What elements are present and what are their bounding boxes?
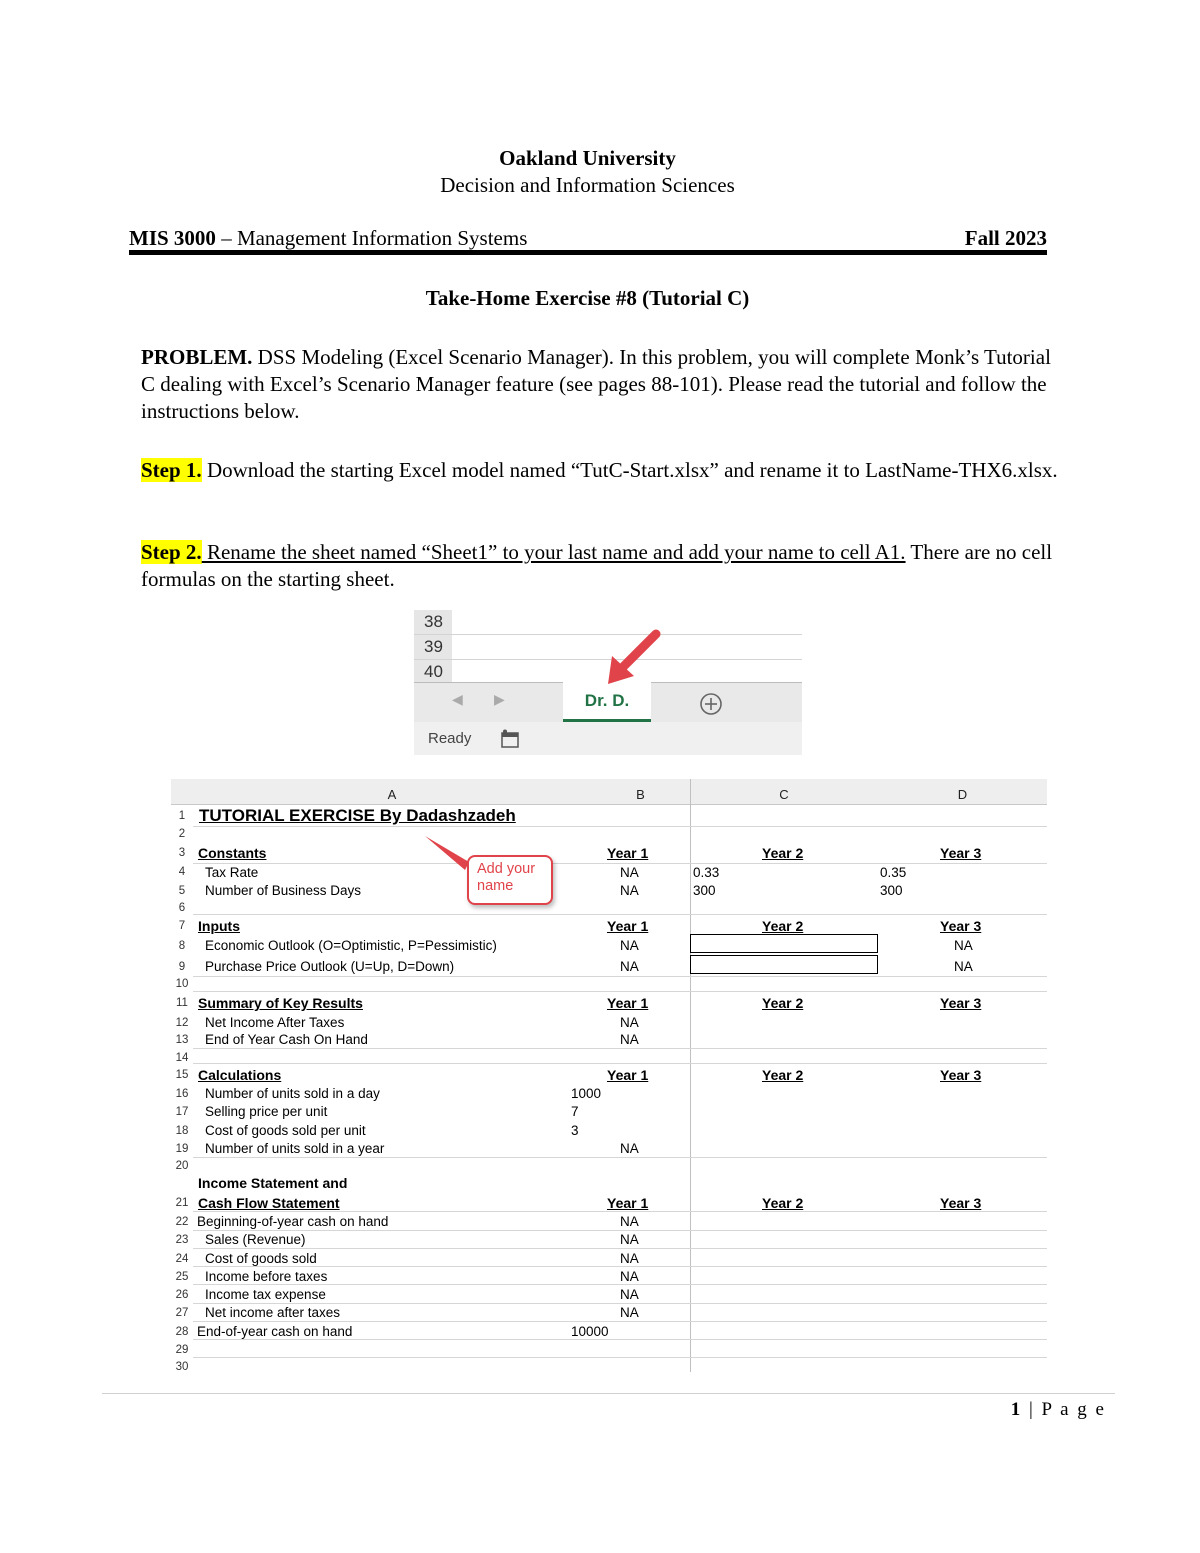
label-cogs: Cost of goods sold — [205, 1251, 317, 1266]
label-business-days: Number of Business Days — [205, 883, 362, 898]
row-divider — [193, 1211, 1047, 1212]
label-sales: Sales (Revenue) — [205, 1232, 306, 1247]
year2-header: Year 2 — [762, 995, 804, 1011]
label-net-income: Net Income After Taxes — [205, 1015, 345, 1030]
row-divider — [193, 826, 1047, 827]
row-number[interactable]: 3 — [178, 847, 186, 859]
row-divider — [193, 1321, 1047, 1322]
row-divider — [193, 863, 1047, 864]
year1-header: Year 1 — [607, 845, 649, 861]
spreadsheet-screenshot — [171, 779, 1047, 1372]
value-na: NA — [620, 1269, 639, 1284]
input-cell-c9[interactable] — [690, 955, 878, 974]
label-eoy-cash-on-hand: End of Year Cash On Hand — [205, 1032, 368, 1047]
value-na: NA — [620, 959, 639, 974]
label-purchase-outlook: Purchase Price Outlook (U=Up, D=Down) — [205, 959, 455, 974]
row-number[interactable]: 27 — [175, 1307, 189, 1319]
sheet-title: TUTORIAL EXERCISE By Dadashzadeh — [199, 806, 516, 825]
value-na: NA — [620, 1141, 639, 1156]
section-income-line1: Income Statement and — [198, 1175, 348, 1191]
value-na: NA — [620, 1232, 639, 1247]
row-number[interactable]: 16 — [175, 1088, 189, 1100]
row-number[interactable]: 4 — [178, 866, 186, 878]
value-units-per-day: 1000 — [571, 1086, 602, 1101]
row-divider — [193, 1266, 1047, 1267]
value-na: NA — [620, 1015, 639, 1030]
scroll-right-icon[interactable]: ▶ — [494, 691, 505, 707]
excel-tab-screenshot — [414, 614, 802, 755]
row-divider — [193, 1063, 1047, 1064]
value-selling-price: 7 — [571, 1104, 579, 1119]
row-number[interactable]: 29 — [175, 1344, 189, 1356]
label-cogs-per-unit: Cost of goods sold per unit — [205, 1123, 366, 1138]
row-divider — [193, 991, 1047, 992]
column-header-d: D — [878, 779, 1047, 805]
year3-header: Year 3 — [940, 918, 982, 934]
row-number[interactable]: 30 — [175, 1361, 189, 1373]
term: Fall 2023 — [964, 226, 1047, 250]
label-selling-price: Selling price per unit — [205, 1104, 328, 1119]
label-tax-rate: Tax Rate — [205, 865, 259, 880]
column-header-a: A — [193, 779, 591, 805]
label-net-income-after-taxes: Net income after taxes — [205, 1305, 341, 1320]
row-divider — [193, 1048, 1047, 1049]
row-number[interactable]: 13 — [175, 1034, 189, 1046]
step2-rest: There are no cell formulas on the starting sheet. — [141, 540, 1053, 591]
value-tax-y3: 0.35 — [880, 865, 907, 880]
value-na: NA — [620, 1305, 639, 1320]
row-number[interactable]: 2 — [178, 828, 186, 840]
value-na: NA — [620, 883, 639, 898]
column-header-c: C — [690, 779, 878, 805]
label-units-per-year: Number of units sold in a year — [205, 1141, 385, 1156]
page-word: | P a g e — [1028, 1399, 1106, 1420]
status-bar — [414, 722, 802, 755]
value-na: NA — [620, 865, 639, 880]
callout-add-your-name: Add your name — [467, 855, 553, 905]
value-na: NA — [620, 938, 639, 953]
problem-label: PROBLEM. — [141, 345, 253, 369]
label-eoy-cash: End-of-year cash on hand — [197, 1324, 353, 1339]
exercise-title: Take-Home Exercise #8 (Tutorial C) — [425, 286, 750, 310]
row-number[interactable]: 26 — [175, 1289, 189, 1301]
label-units-per-day: Number of units sold in a day — [205, 1086, 380, 1101]
row-number[interactable]: 19 — [175, 1143, 189, 1155]
problem-text: DSS Modeling (Excel Scenario Manager). In this problem, you will complete Monk’s Tutorial C dealing with Excel’s Scenario Manager feature (see pages 88-101). Please read the tutorial and follow the instructions below. — [141, 345, 1051, 423]
row-divider — [193, 1157, 1047, 1158]
row-divider — [193, 1339, 1047, 1340]
row-number[interactable]: 15 — [175, 1069, 189, 1081]
page-number-value: 1 — [1010, 1399, 1023, 1420]
row-number[interactable]: 5 — [178, 885, 186, 897]
row-divider — [193, 1357, 1047, 1358]
year2-header: Year 2 — [762, 845, 804, 861]
row-divider — [193, 1303, 1047, 1304]
column-header-b: B — [591, 779, 690, 805]
row-number[interactable]: 23 — [175, 1234, 189, 1246]
row-number[interactable]: 14 — [175, 1052, 189, 1064]
row-divider — [193, 914, 1047, 915]
section-summary: Summary of Key Results — [198, 995, 363, 1011]
callout-pointer-icon — [423, 834, 473, 874]
row-divider — [193, 1230, 1047, 1231]
row-number[interactable]: 17 — [175, 1106, 189, 1118]
value-eoy-cash: 10000 — [571, 1324, 609, 1339]
row-number: 39 — [414, 635, 452, 659]
university-name: Oakland University — [499, 146, 676, 170]
value-na: NA — [620, 1214, 639, 1229]
red-arrow-icon — [604, 628, 664, 688]
row-number[interactable]: 8 — [178, 940, 186, 952]
value-na: NA — [954, 938, 973, 953]
step2-paragraph — [141, 539, 1061, 593]
section-calculations: Calculations — [198, 1067, 282, 1083]
section-inputs: Inputs — [198, 918, 240, 934]
row-number[interactable]: 10 — [175, 978, 189, 990]
step2-underlined: Rename the sheet named “Sheet1” to your last name and add your name to cell A1. — [201, 540, 906, 564]
row-number[interactable]: 21 — [175, 1197, 189, 1209]
year3-header: Year 3 — [940, 845, 982, 861]
value-na: NA — [954, 959, 973, 974]
scroll-left-icon[interactable]: ◀ — [452, 691, 463, 707]
corner-header — [171, 779, 193, 805]
course-line — [129, 226, 527, 251]
row-number[interactable]: 12 — [175, 1017, 189, 1029]
row-number[interactable]: 24 — [175, 1253, 189, 1265]
row-number[interactable]: 25 — [175, 1271, 189, 1283]
add-sheet-icon[interactable] — [699, 692, 723, 716]
label-income-before-taxes: Income before taxes — [205, 1269, 328, 1284]
section-constants: Constants — [198, 845, 267, 861]
row-divider — [193, 1248, 1047, 1249]
label-income-tax-expense: Income tax expense — [205, 1287, 326, 1302]
department-name: Decision and Information Sciences — [440, 173, 735, 197]
page-number — [1011, 1399, 1106, 1421]
year1-header: Year 1 — [607, 1067, 649, 1083]
row-number[interactable]: 18 — [175, 1125, 189, 1137]
course-name: – Management Information Systems — [215, 226, 528, 250]
row-number: 40 — [414, 660, 452, 684]
value-na: NA — [620, 1287, 639, 1302]
row-number[interactable]: 22 — [175, 1216, 189, 1228]
step1-paragraph — [141, 457, 1061, 484]
header-rule — [129, 250, 1047, 255]
year1-header: Year 1 — [607, 1195, 649, 1211]
row-number[interactable]: 7 — [178, 920, 186, 932]
row-number[interactable]: 1 — [178, 810, 186, 822]
year1-header: Year 1 — [607, 995, 649, 1011]
row-number[interactable]: 20 — [175, 1160, 189, 1172]
year2-header: Year 2 — [762, 1195, 804, 1211]
active-sheet-tab[interactable]: Dr. D. — [563, 682, 651, 722]
value-na: NA — [620, 1032, 639, 1047]
step1-text: Download the starting Excel model named “TutC-Start.xlsx” and rename it to LastName-THX6.xlsx. — [201, 458, 1058, 482]
value-cogs-per-unit: 3 — [571, 1123, 579, 1138]
value-tax-y2: 0.33 — [693, 865, 720, 880]
input-cell-c8[interactable] — [690, 934, 878, 953]
course-code: MIS 3000 — [129, 226, 216, 250]
row-number[interactable]: 28 — [175, 1326, 189, 1338]
year1-header: Year 1 — [607, 918, 649, 934]
year2-header: Year 2 — [762, 1067, 804, 1083]
value-na: NA — [620, 1251, 639, 1266]
row-divider — [193, 1284, 1047, 1285]
label-economic-outlook: Economic Outlook (O=Optimistic, P=Pessimistic) — [205, 938, 497, 953]
footer-rule — [102, 1393, 1115, 1394]
status-ready: Ready — [428, 730, 472, 747]
macro-record-icon[interactable] — [500, 729, 520, 749]
year3-header: Year 3 — [940, 1067, 982, 1083]
row-number: 38 — [414, 610, 452, 634]
year2-header: Year 2 — [762, 918, 804, 934]
row-divider — [193, 976, 1047, 977]
step2-label: Step 2. — [141, 540, 202, 564]
row-number[interactable]: 6 — [178, 902, 186, 914]
value-days-y2: 300 — [693, 883, 716, 898]
row-number[interactable]: 11 — [176, 997, 188, 1009]
label-boy-cash: Beginning-of-year cash on hand — [197, 1214, 389, 1229]
step1-label: Step 1. — [141, 458, 202, 482]
row-number[interactable]: 9 — [178, 961, 186, 973]
section-income-line2: Cash Flow Statement — [198, 1195, 340, 1211]
problem-paragraph — [141, 344, 1061, 425]
value-days-y3: 300 — [880, 883, 903, 898]
year3-header: Year 3 — [940, 995, 982, 1011]
year3-header: Year 3 — [940, 1195, 982, 1211]
